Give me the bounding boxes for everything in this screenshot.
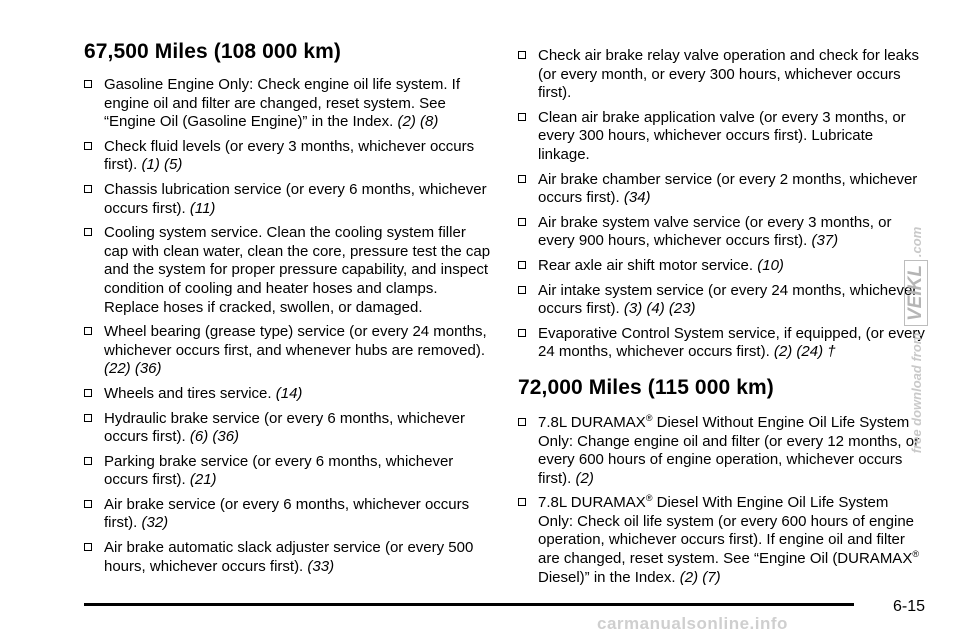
checkbox-icon bbox=[84, 500, 92, 508]
list-item bbox=[518, 214, 926, 251]
left-column bbox=[84, 40, 492, 582]
item-text-a: 7.8L DURAMAX bbox=[538, 413, 646, 431]
checkbox-icon bbox=[84, 80, 92, 88]
checkbox-icon bbox=[84, 389, 92, 397]
item-text: Air brake automatic slack adjuster service (or every 500 hours, whichever occurs first). bbox=[104, 539, 474, 575]
item-text: Parking brake service (or every 6 months, whichever occurs first). bbox=[104, 452, 454, 489]
list-item bbox=[84, 181, 492, 218]
item-ref: (2) (7) bbox=[679, 568, 721, 586]
checkbox-icon bbox=[518, 418, 526, 426]
item-text: Cooling system service. Clean the cooling system filler cap with clean water, clean the core, pressure test the cap and the system for proper pressure capability, and inspect condition of cooling and heater hoses and clamps. Replace hoses if cracked, swollen, or damaged. bbox=[104, 224, 491, 316]
checkbox-icon bbox=[518, 329, 526, 337]
watermark-brand: VEIKL bbox=[904, 260, 928, 326]
list-item bbox=[518, 282, 926, 319]
item-text: Air intake system service (or every 24 months, whichever occurs first). bbox=[538, 281, 918, 318]
checkbox-icon bbox=[84, 327, 92, 335]
section-heading-72000: 72,000 Miles (115 000 km) bbox=[518, 375, 774, 399]
checkbox-icon bbox=[518, 218, 526, 226]
footer-rule bbox=[84, 603, 854, 606]
checkbox-icon bbox=[518, 261, 526, 269]
item-ref: (2) bbox=[575, 469, 594, 487]
list-item bbox=[84, 410, 492, 447]
list-item bbox=[518, 257, 926, 276]
checkbox-icon bbox=[84, 457, 92, 465]
list-item bbox=[84, 539, 492, 576]
checkbox-icon bbox=[518, 286, 526, 294]
checkbox-icon bbox=[84, 414, 92, 422]
item-text: Check air brake relay valve operation and check for leaks (or every month, or every 300 hours, whichever occurs first). bbox=[538, 47, 920, 102]
checkbox-icon bbox=[84, 228, 92, 236]
checkbox-icon bbox=[518, 51, 526, 59]
item-text: Air brake system valve service (or every 3 months, or every 900 hours, whichever occurs first). bbox=[538, 213, 892, 250]
item-ref: (32) bbox=[141, 514, 169, 532]
item-ref: (21) bbox=[189, 471, 217, 489]
watermark-post: .com bbox=[909, 226, 924, 258]
item-text-b: Diesel Without Engine Oil Life System Only: Change engine oil and filter (or every 12 months, or every 600 hours of engine operation, whichever occurs first). bbox=[538, 413, 920, 487]
item-text: Clean air brake application valve (or every 3 months, or every 300 hours, whichever occurs first). Lubricate linkage. bbox=[538, 108, 906, 163]
footer-watermark: carmanualsonline.info bbox=[597, 614, 788, 633]
item-text: Rear axle air shift motor service. bbox=[538, 256, 754, 274]
item-text: Hydraulic brake service (or every 6 months, whichever occurs first). bbox=[104, 409, 465, 446]
item-text-c: Diesel)” in the Index. bbox=[538, 568, 676, 586]
registered-mark: ® bbox=[645, 493, 653, 504]
right-column bbox=[518, 47, 926, 593]
list-item bbox=[84, 138, 492, 175]
list-item bbox=[84, 76, 492, 132]
list-item bbox=[518, 109, 926, 165]
list-item bbox=[518, 171, 926, 208]
item-ref: (33) bbox=[307, 557, 335, 575]
item-text: Gasoline Engine Only: Check engine oil life system. If engine oil and filter are changed, reset system. See “Engine Oil (Gasoline Engine)” in the Index. bbox=[104, 76, 461, 131]
item-text: Wheel bearing (grease type) service (or every 24 months, whichever occurs first, and whenever hubs are removed). bbox=[104, 323, 487, 359]
item-ref: (37) bbox=[811, 232, 839, 250]
section-heading-67500: 67,500 Miles (108 000 km) bbox=[84, 40, 342, 63]
item-text: Air brake chamber service (or every 2 months, whichever occurs first). bbox=[538, 170, 918, 207]
list-item bbox=[518, 494, 926, 587]
list-item bbox=[84, 224, 492, 317]
checkbox-icon bbox=[518, 113, 526, 121]
item-ref: (6) (36) bbox=[189, 428, 240, 446]
item-ref: (14) bbox=[275, 384, 303, 402]
item-text-b: Diesel With Engine Oil Life System Only: Check oil life system (or every 600 hours of engine operation, whichever occurs first). If engine oil and filter are changed, reset system. See “Engine Oil (DURAMAX bbox=[538, 494, 915, 568]
item-ref: (2) (24) † bbox=[773, 343, 836, 361]
list-item bbox=[518, 325, 926, 362]
item-text: Evaporative Control System service, if equipped, (or every 24 months, whichever occurs first). bbox=[538, 324, 925, 361]
registered-mark: ® bbox=[645, 412, 653, 423]
maintenance-list-72000 bbox=[518, 414, 926, 587]
list-item bbox=[84, 385, 492, 404]
item-ref: (1) (5) bbox=[141, 156, 183, 174]
maintenance-list-67500-continued bbox=[518, 47, 926, 362]
list-item bbox=[518, 47, 926, 103]
item-ref: (34) bbox=[623, 189, 651, 207]
item-text: Check fluid levels (or every 3 months, whichever occurs first). bbox=[104, 137, 475, 174]
checkbox-icon bbox=[84, 543, 92, 551]
item-text: Wheels and tires service. bbox=[104, 384, 272, 402]
list-item bbox=[518, 414, 926, 488]
item-ref: (3) (4) (23) bbox=[623, 300, 696, 318]
item-text-a: 7.8L DURAMAX bbox=[538, 494, 646, 512]
checkbox-icon bbox=[518, 175, 526, 183]
list-item bbox=[84, 496, 492, 533]
checkbox-icon bbox=[518, 498, 526, 506]
item-ref: (2) (8) bbox=[397, 113, 439, 131]
side-watermark bbox=[904, 60, 928, 620]
list-item bbox=[84, 453, 492, 490]
item-text: Chassis lubrication service (or every 6 months, whichever occurs first). bbox=[104, 180, 487, 217]
list-item bbox=[84, 323, 492, 379]
item-ref: (22) (36) bbox=[104, 360, 162, 378]
item-ref: (11) bbox=[189, 199, 216, 217]
checkbox-icon bbox=[84, 142, 92, 150]
page-number: 6-15 bbox=[893, 598, 926, 615]
checkbox-icon bbox=[84, 185, 92, 193]
registered-mark: ® bbox=[912, 549, 919, 560]
item-text: Air brake service (or every 6 months, whichever occurs first). bbox=[104, 495, 470, 532]
watermark-pre: free download from bbox=[909, 332, 924, 454]
item-ref: (10) bbox=[757, 256, 784, 274]
maintenance-list-67500 bbox=[84, 76, 492, 576]
